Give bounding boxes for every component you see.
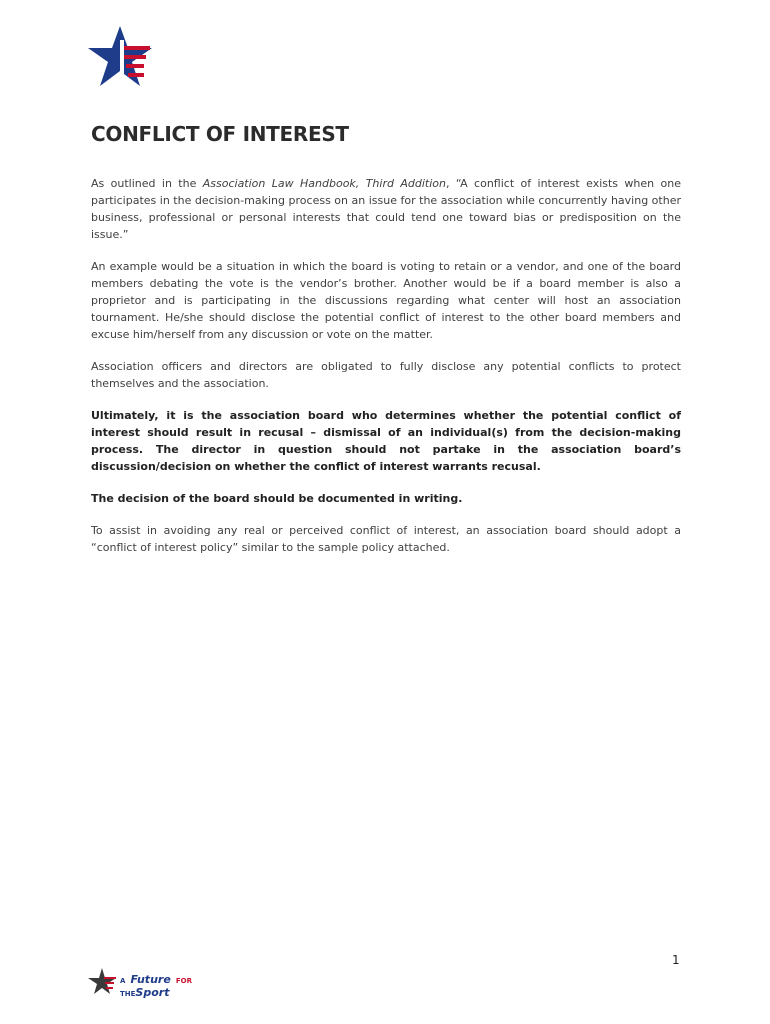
paragraph-definition — [91, 175, 681, 243]
paragraph-disclosure: Association officers and directors are obligated to fully disclose any potential conflicts to protect themselves and the association. — [91, 360, 681, 390]
page-title: CONFLICT OF INTEREST — [91, 122, 349, 146]
footer-tagline — [120, 973, 192, 999]
paragraph-documentation: The decision of the board should be documented in writing. — [91, 492, 463, 505]
paragraph-text: As outlined in the — [91, 177, 203, 190]
tagline-a: A — [120, 977, 126, 985]
tagline-the: THE — [120, 990, 136, 998]
page-number: 1 — [672, 953, 680, 967]
tagline-sport: Sport — [135, 986, 170, 999]
paragraph-policy: To assist in avoiding any real or perceived conflict of interest, an association board should adopt a “conflict of interest policy” similar to the sample policy attached. — [91, 524, 681, 554]
book-title: Association Law Handbook, Third Addition — [202, 177, 446, 190]
tagline-future: Future — [130, 973, 171, 986]
usbc-star-logo — [88, 24, 154, 90]
paragraph-example: An example would be a situation in which the board is voting to retain or a vendor, and one of the board members debating the vote is the vendor’s brother. Another would be if a board member is also a proprietor and is participating in the discussions regarding what center will host an association tournament. He/she should disclose the potential conflict of interest to the other board members and excuse him/herself from any discussion or vote on the matter. — [91, 260, 681, 341]
document-body — [91, 175, 681, 571]
paragraph-board-determination: Ultimately, it is the association board who determines whether the potential conflict of interest should result in recusal – dismissal of an individual(s) from the decision-making process. The director in question should not partake in the association board’s discussion/decision on whether the conflict of interest warrants recusal. — [91, 409, 681, 473]
tagline-for: FOR — [175, 977, 193, 985]
paragraph-text: , “A conflict of interest exists when one participates in the decision-making process on an issue for the association while concurrently having other business, professional or personal interests that could tend one toward bias or predisposition on the issue.” — [91, 177, 681, 241]
